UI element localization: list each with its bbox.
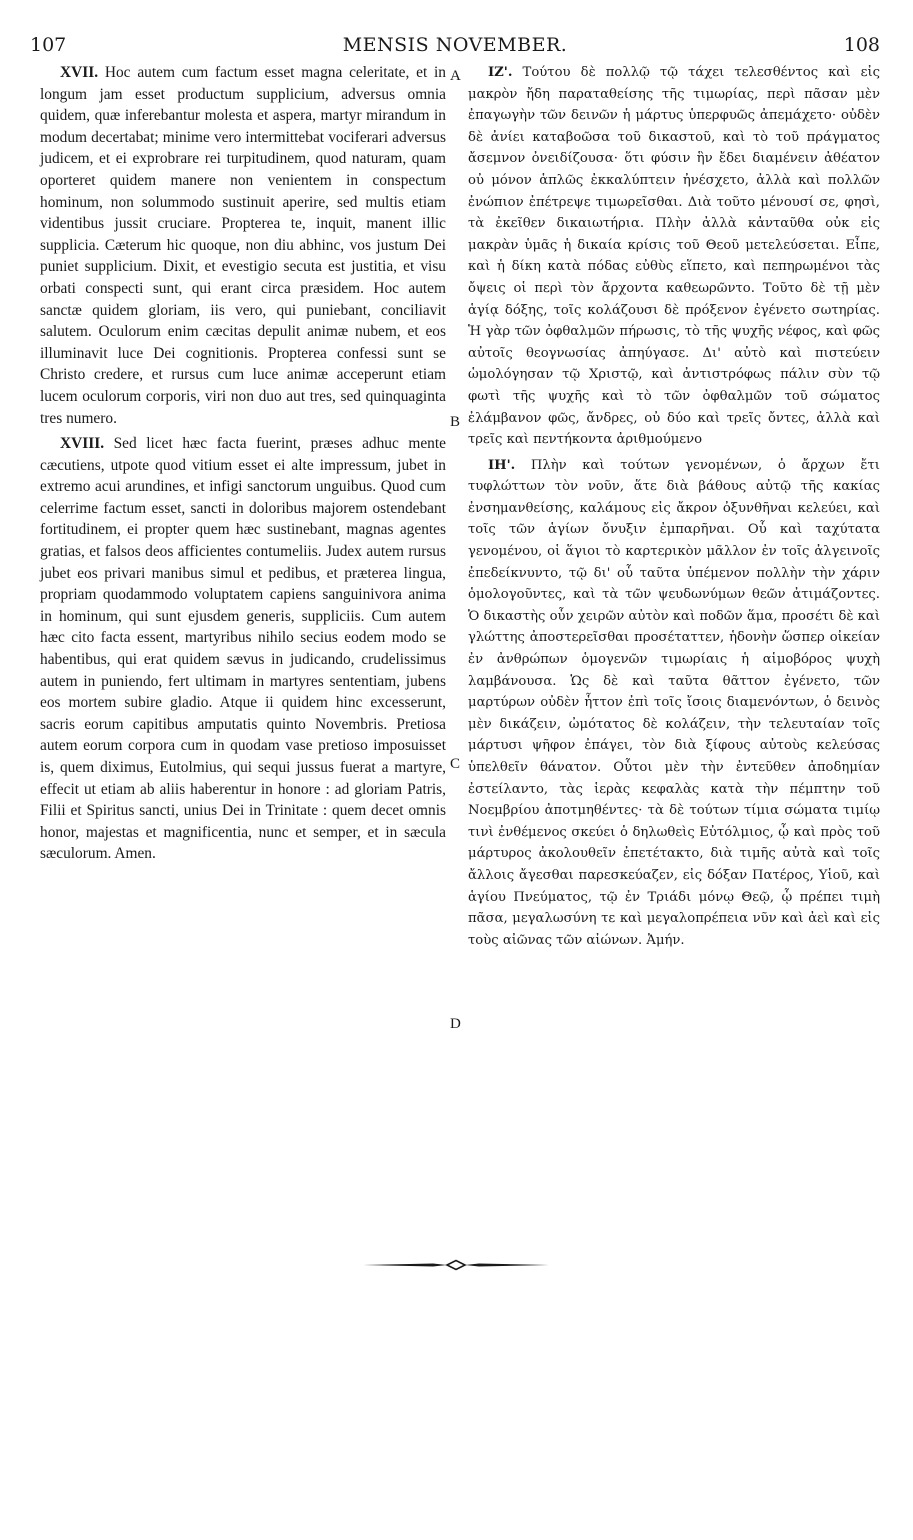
paragraph-text: Πλὴν καὶ τούτων γενομένων, ὁ ἄρχων ἔτι τυφλώττων τὸν νοῦν, ἅτε διὰ βάθους αὐτῷ τῆς κακίας ἐνσημανθείσης, καλάμους εἰς ἄκρον ὀξυνθῆναι κελεύει, καὶ τοῖς τῶν ἁγίων ὄνυξιν ἐμπαρῆναι. Οὗ καὶ ταχύτατα γενομένου, οἱ ἅγιοι τὸ καρτερικὸν μᾶλλον ἐν τοῖς ἀλγεινοῖς ἐπεδείκνυντο, τῷ δι' οὗ ταῦτα ὑπέμενον πολλὴν τὴν χάριν ὁμολογοῦντες, καὶ τὰ τῶν ψευδωνύμων θεῶν ἀτιμάζοντες. Ὁ δικαστὴς οὖν χειρῶν αὐτὸν καὶ ποδῶν ἅμα, προσέτι δὲ καὶ γλώττης ἀποστερεῖσθαι προσέταττεν, ἡδονὴν ὥσπερ οἰκείαν ἐν ἀνθρώπων ὁμογενῶν τιμωρίαις ἡ αἱμοβόρος ψυχὴ λαμβάνουσα. Ὡς δὲ καὶ ταῦτα θᾶττον ἐγένετο, τῶν μαρτύρων οὐδὲν ἧττον ἐπὶ τοῖς ἴσοις διαμενόντων, ὁ δεινὸς μὲν δικάζειν, ὠμότατος δὲ κολάζειν, τὴν τελευταίαν τοῖς μάρτυσι ψῆφον ἐπάγει, τὸν διὰ ξίφους αὐτοὺς κελεύσας ὑπελθεῖν θάνατον. Οὗτοι μὲν τὴν ἐντεῦθεν ἀποδημίαν ἐστείλαντο, τὰς ἱερὰς κεφαλὰς κατὰ τὴν πέμπτην τοῦ Νοεμβρίου ἀποτμηθέντες· τὰ δὲ τούτων τίμια σώματα τιμίῳ τινὶ ἐνθέμενος σκεύει ὁ δηλωθεὶς Εὐτόλμιος, ᾧ καὶ πρὸς τοῦ μάρτυρος ἀκολουθεῖν ἐπετέτακτο, διὰ τιμῆς αὐτὰ καὶ τοῖς ἄλλοις ἄγεσθαι παρεσκεύαζεν, εἰς δόξαν Πατέρος, Υἱοῦ, καὶ ἁγίου Πνεύματος, τῷ ἐν Τριάδι μόνῳ Θεῷ, ᾧ πρέπει τιμὴ πᾶσα, μεγαλωσύνη τε καὶ μεγαλοπρέπεια νῦν καὶ ἀεὶ καὶ εἰς τοὺς αἰῶνας τῶν αἰώνων. Ἀμήν. (468, 457, 880, 948)
section-number: XVIII. (60, 435, 105, 453)
page-number-right: 108 (843, 34, 880, 56)
paragraph-text: Hoc autem cum factum esset magna celeritate, et in longum jam esset productum supplicium, adversus omnia quidem, quæ inferebantur molesta et aspera, martyr mirandum in modum decertabat; minime vero intermittebat vociferari adversus judicem, et ei exprobrare rei turpitudinem, quod naturam, quam oporteret quidem manere non venientem in conspectum hominum, non solummodo sustinuit aperire, sed multis etiam videntibus jussit cruciare. Propterea te, inquit, manent illic supplicia. Cæterum hic quoque, non diu abhinc, vos justum Dei puniet supplicium. Dixit, et evestigio secuta est justitia, et visu orbati conspecti sunt, qui erant circa præsidem. Hoc autem sanctæ quidem gloriam, iis vero, qui puniebant, conciliavit salutem. Oculorum enim cæcitas depulit animæ nubem, et eos illuminavit luce Dei cognitionis. Propterea confessi sunt se Christo credere, et rursus cum luce animæ acceperunt etiam lucem oculorum corporis, viri non duo aut tres, sed quinquaginta tres numero. (40, 64, 446, 427)
paragraph-text: Sed licet hæc facta fuerint, præses adhuc mente cæcutiens, utpote quod vitium esset ei alte impressum, jubet in extremo acui arundines, et infigi sanctorum unguibus. Quod cum celerrime factum esset, sancti in doloribus majorem ostendebant fortitudinem, ei propter quem hæc sustinebant, magnas agentes gratias, et falsos deos afficientes contumeliis. Judex autem rursus jubet eos privari manibus simul et pedibus, et præterea lingua, propriam quodammodo voluptatem capiens sanguinivora anima in hominum, qui sunt ejusdem generis, suppliciis. Cum autem hæc cito facta essent, martyribus nihilo secius eodem modo se habentibus, qui erat quidem sævus in judicando, crudelissimus autem in puniendo, fert ultimam in martyres sententiam, jubens eos mortem subire gladio. Atque ii quidem hinc excesserunt, sacris eorum capitibus amputatis quinto Novembris. Pretiosa autem eorum corpora cum in quodam vase pretioso imposuisset is, quem diximus, Eutolmius, qui sequi jussus fuerat a martyre, effecit ut etiam ab aliis haberentur in honore : ad gloriam Patris, Filii et Spiritus sancti, unius Dei in Trinitate : quem decet omnis honor, majestas et magnificentia, nunc et semper, et in sæcula sæculorum. Amen. (40, 435, 446, 863)
paragraph-text: Τούτου δὲ πολλῷ τῷ τάχει τελεσθέντος καὶ εἰς μακρὸν ἤδη παραταθείσης τῆς τιμωρίας, περὶ πᾶσαν μὲν ἐπαγωγὴν τῶν δεινῶν ἡ μάρτυς ὑπερφυῶς ἀπεμάχετο· οὐδὲν δὲ ἀνίει καταβοῶσα τοῦ δικαστοῦ, καὶ τὸ τοῦ πράγματος ἄσεμνον ὀνειδίζουσα· ὅτι φύσιν ἣν ἔδει διαμένειν ἀθέατον οὐ μόνον ἁπλῶς ἐκκαλύπτειν ἠνέσχετο, ἀλλὰ καὶ πολλῶν ἐνώπιον ἐπέτρεψε τιμωρεῖσθαι. Διὰ τοῦτο μένουσί σε, φησὶ, τὰ ἐκεῖθεν δικαιωτήρια. Πλὴν ἀλλὰ κἀνταῦθα οὐκ εἰς μακρὰν ὑμᾶς ἡ δικαία κρίσις τοῦ Θεοῦ μετελεύσεται. Εἶπε, καὶ ἡ δίκη κατὰ πόδας εὐθὺς εἵπετο, καὶ πεπηρωμένοι τὰς ὄψεις οἱ περὶ τὸν ἄρχοντα καθεωρῶντο. Τοῦτο δὲ τῇ μὲν ἁγίᾳ δόξης, τοῖς κολάζουσι δὲ πρόξενον ἐγένετο σωτηρίας. Ἡ γὰρ τῶν ὀφθαλμῶν πήρωσις, τὸ τῆς ψυχῆς νέφος, καὶ φῶς αὐτοῖς θεογνωσίας ἀπηύγασε. Δι' αὐτὸ καὶ πιστεύειν ὡμολόγησαν τῷ Χριστῷ, καὶ ἀντιστρόφως πάλιν σὺν τῷ φωτὶ τῆς ψυχῆς καὶ τὸ τῶν ὀφθαλμῶν τοῦ σώματος ἐλάμβανον φῶς, ἄνδρες, οὐ δύο καὶ τρεῖς ὄντες, ἀλλὰ καὶ τρεῖς καὶ πεντήκοντα ἀριθμούμενο (468, 65, 880, 448)
latin-paragraph-xvii (40, 62, 446, 429)
running-header (30, 34, 880, 60)
running-title: MENSIS NOVEMBER. (342, 34, 568, 56)
section-number: ΙΗ'. (488, 457, 516, 473)
tailpiece-ornament-icon (363, 1258, 549, 1272)
margin-letter-a: A (450, 68, 461, 84)
greek-column (468, 62, 880, 951)
margin-letter-c: C (450, 756, 461, 772)
margin-letter-b: B (450, 414, 461, 430)
section-number: ΙΖ'. (488, 65, 513, 80)
latin-paragraph-xviii (40, 433, 446, 865)
page-number-left: 107 (30, 34, 67, 56)
latin-column (40, 62, 446, 865)
greek-paragraph-ih (468, 455, 880, 952)
section-number: XVII. (60, 64, 99, 81)
greek-paragraph-iz (468, 62, 880, 451)
margin-letter-d: D (450, 1016, 461, 1032)
